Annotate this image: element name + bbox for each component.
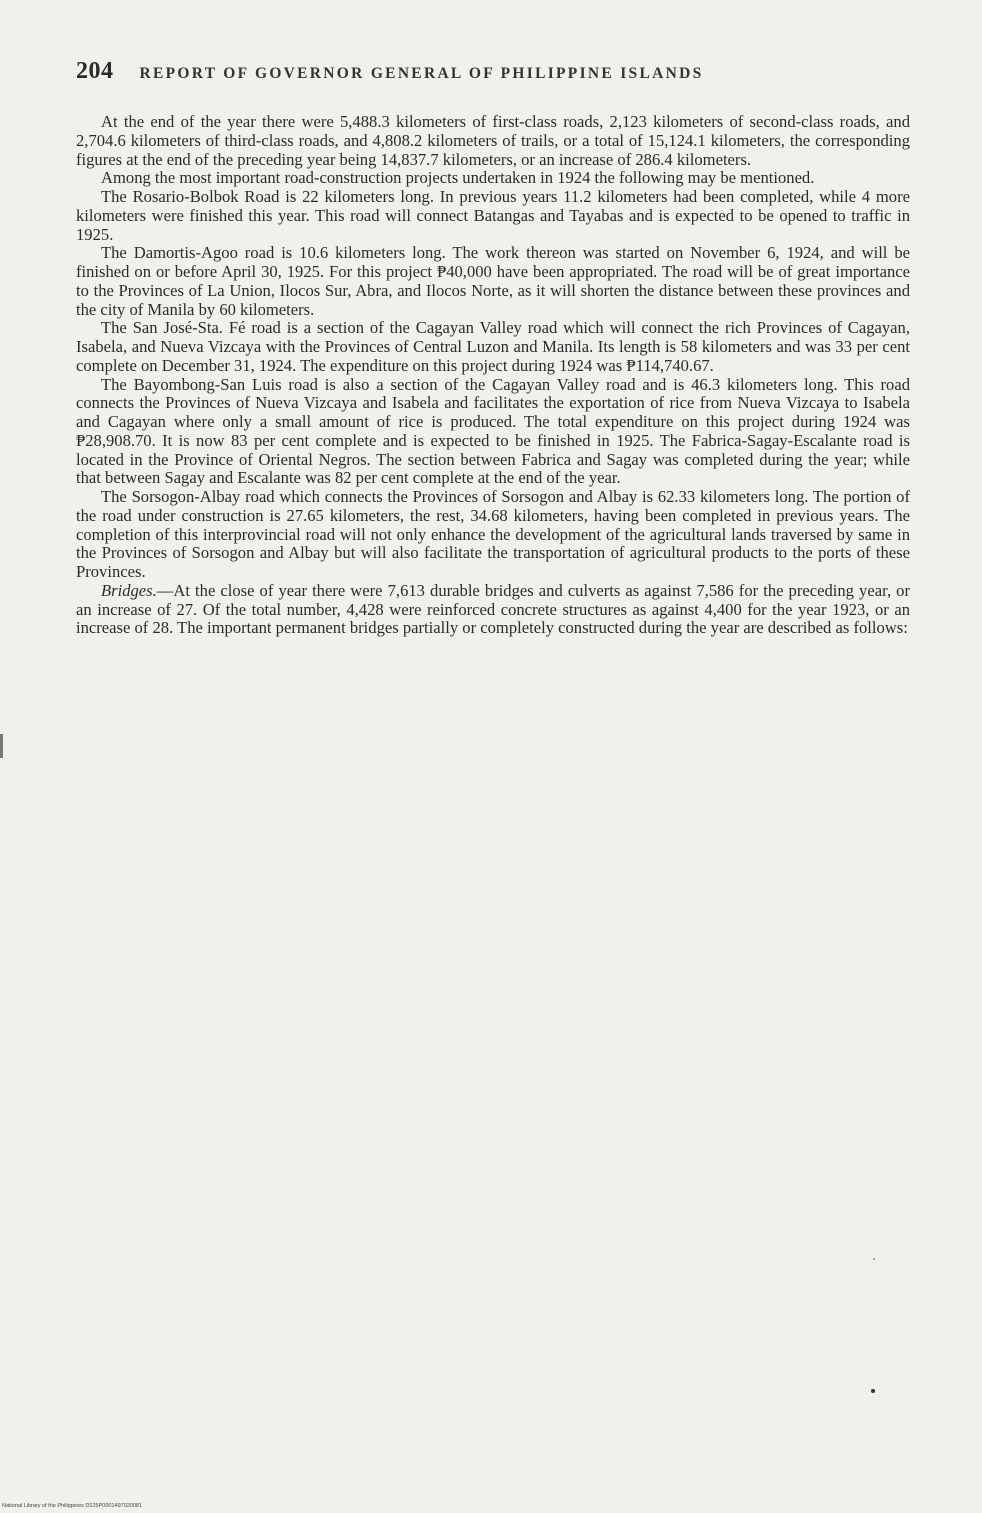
- paragraph-text: The Sorsogon-Albay road which connects the Provinces of Sorsogon and Albay is 62.33 kilometers long. The portion of the road under construction is 27.65 kilometers, the rest, 34.68 kilometers, having been completed in previous years. The completion of this interprovincial road will not only enhance the development of the agricultural lands traversed by same in the Provinces of Sorsogon and Albay but will also facilitate the transportation of agricultural products to the ports of these Provinces.: [76, 487, 910, 581]
- paragraph-text: The San José-Sta. Fé road is a section of the Cagayan Valley road which will connect the rich Provinces of Cagayan, Isabela, and Nueva Vizcaya with the Provinces of Central Luzon and Manila. Its length is 58 kilometers and was 33 per cent complete on December 31, 1924. The expenditure on this project during 1924 was ₱114,740.67.: [76, 318, 910, 375]
- paragraph-rosario-bolbok: [76, 188, 910, 244]
- scan-edge-mark: [0, 734, 3, 758]
- scan-speck: [873, 1258, 875, 1260]
- paragraph-text: The Bayombong-San Luis road is also a section of the Cagayan Valley road and is 46.3 kilometers long. This road connects the Provinces of Nueva Vizcaya and Isabela and facilitates the exportation of rice from Nueva Vizcaya to Isabela and Cagayan where only a small amount of rice is produced. The total expenditure on this project during 1924 was ₱28,908.70. It is now 83 per cent complete and is expected to be finished in 1925. The Fabrica-Sagay-Escalante road is located in the Province of Oriental Negros. The section between Fabrica and Sagay was completed during the year; while that between Sagay and Escalante was 82 per cent complete at the end of the year.: [76, 374, 910, 488]
- paragraph-text: Among the most important road-construction projects undertaken in 1924 the following may be mentioned.: [101, 168, 815, 188]
- paragraph-projects-intro: [76, 169, 910, 188]
- paragraph-sorsogon-albay: [76, 488, 910, 582]
- page-number: 204: [76, 58, 114, 84]
- footer-credit: National Library of the Philippines D125P0001497020081: [2, 1503, 143, 1509]
- paragraph-text: The Rosario-Bolbok Road is 22 kilometers long. In previous years 11.2 kilometers had been completed, while 4 more kilometers were finished this year. This road will connect Batangas and Tayabas and is expected to be opened to traffic in 1925.: [76, 187, 910, 244]
- paragraph-text: At the end of the year there were 5,488.3 kilometers of first-class roads, 2,123 kilometers of second-class roads, and 2,704.6 kilometers of third-class roads, and 4,808.2 kilometers of trails, or a total of 15,124.1 kilometers, the corresponding figures at the end of the preceding year being 14,837.7 kilometers, or an increase of 286.4 kilometers.: [76, 112, 910, 169]
- paragraph-bridges: [76, 582, 910, 638]
- scan-speck: [871, 1389, 875, 1393]
- paragraph-damortis-agoo: [76, 244, 910, 319]
- running-head-title: REPORT OF GOVERNOR GENERAL OF PHILIPPINE ISLANDS: [139, 65, 704, 82]
- paragraph-bayombong-san-luis: [76, 376, 910, 489]
- paragraph-lead: Bridges.: [101, 580, 157, 600]
- paragraph-road-totals: [76, 113, 910, 169]
- running-head: [76, 58, 856, 85]
- paragraph-san-jose-sta-fe: [76, 319, 910, 375]
- paragraph-text: —At the close of year there were 7,613 durable bridges and culverts as against 7,586 for the preceding year, or an increase of 27. Of the total number, 4,428 were reinforced concrete structures as against 4,400 for the year 1923, or an increase of 28. The important permanent bridges partially or completely constructed during the year are described as follows:: [76, 580, 910, 638]
- paragraph-text: The Damortis-Agoo road is 10.6 kilometers long. The work thereon was started on November 6, 1924, and will be finished on or before April 30, 1925. For this project ₱40,000 have been appropriated. The road will be of great importance to the Provinces of La Union, Ilocos Sur, Abra, and Ilocos Norte, as it will shorten the distance between these provinces and the city of Manila by 60 kilometers.: [76, 243, 910, 319]
- body-text: [76, 113, 910, 638]
